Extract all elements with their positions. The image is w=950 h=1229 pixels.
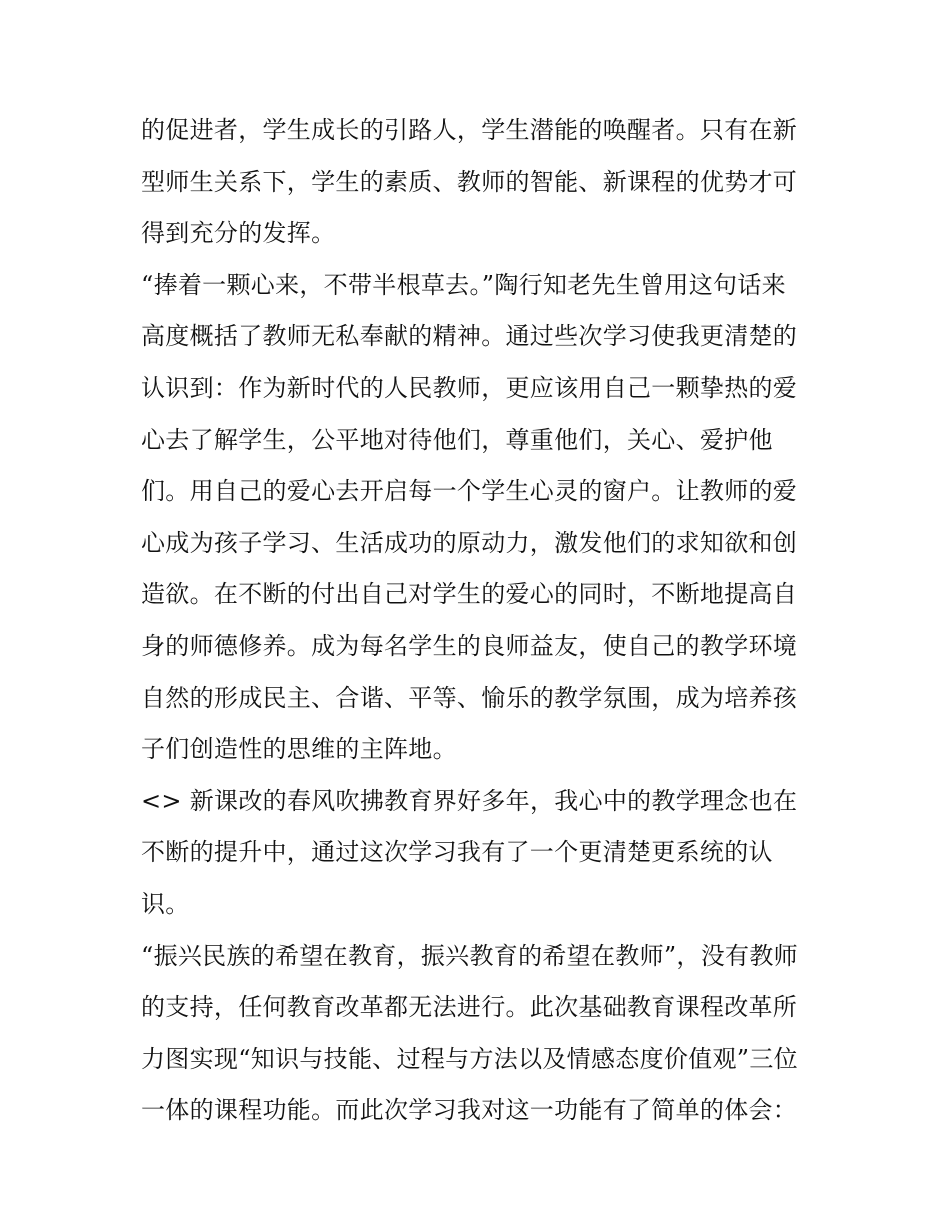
text-line: 自然的形成民主、合谐、平等、愉乐的教学氛围，成为培养孩 [141, 683, 798, 712]
body-text [141, 105, 821, 1137]
text-line: 子们创造性的思维的主阵地。 [141, 735, 457, 764]
text-line: “捧着一颗心来，不带半根草去。”陶行知老先生曾用这句话来 [141, 270, 786, 299]
text-line: 不断的提升中，通过这次学习我有了一个更清楚更系统的认 [141, 838, 773, 867]
text-line: 们。用自己的爱心去开启每一个学生心灵的窗户。让教师的爱 [141, 477, 798, 506]
text-line: “振兴民族的希望在教育，振兴教育的希望在教师”，没有教师 [141, 941, 798, 970]
text-line: 识。 [141, 889, 190, 918]
text-line: 的促进者，学生成长的引路人，学生潜能的唤醒者。只有在新 [141, 116, 798, 144]
text-line: 身的师德修养。成为每名学生的良师益友，使自己的教学环境 [141, 631, 798, 660]
text-line: 心成为孩子学习、生活成功的原动力，激发他们的求知欲和创 [141, 528, 798, 557]
text-line: 的支持，任何教育改革都无法进行。此次基础教育课程改革所 [141, 993, 798, 1022]
text-line: <> 新课改的春风吹拂教育界好多年，我心中的教学理念也在 [141, 786, 798, 815]
text-line: 力图实现“知识与技能、过程与方法以及情感态度价值观”三位 [141, 1044, 798, 1073]
text-line: 得到充分的发挥。 [141, 219, 336, 248]
text-line: 型师生关系下，学生的素质、教师的智能、新课程的优势才可 [141, 167, 798, 196]
text-line: 认识到：作为新时代的人民教师，更应该用自己一颗挚热的爱 [141, 373, 798, 402]
text-line: 一体的课程功能。而此次学习我对这一功能有了简单的体会： [141, 1096, 798, 1125]
text-line: 高度概括了教师无私奉献的精神。通过些次学习使我更清楚的 [141, 322, 798, 351]
text-line: 心去了解学生，公平地对待他们，尊重他们，关心、爱护他 [141, 425, 773, 454]
text-line: 造欲。在不断的付出自己对学生的爱心的同时，不断地提高自 [141, 580, 798, 609]
